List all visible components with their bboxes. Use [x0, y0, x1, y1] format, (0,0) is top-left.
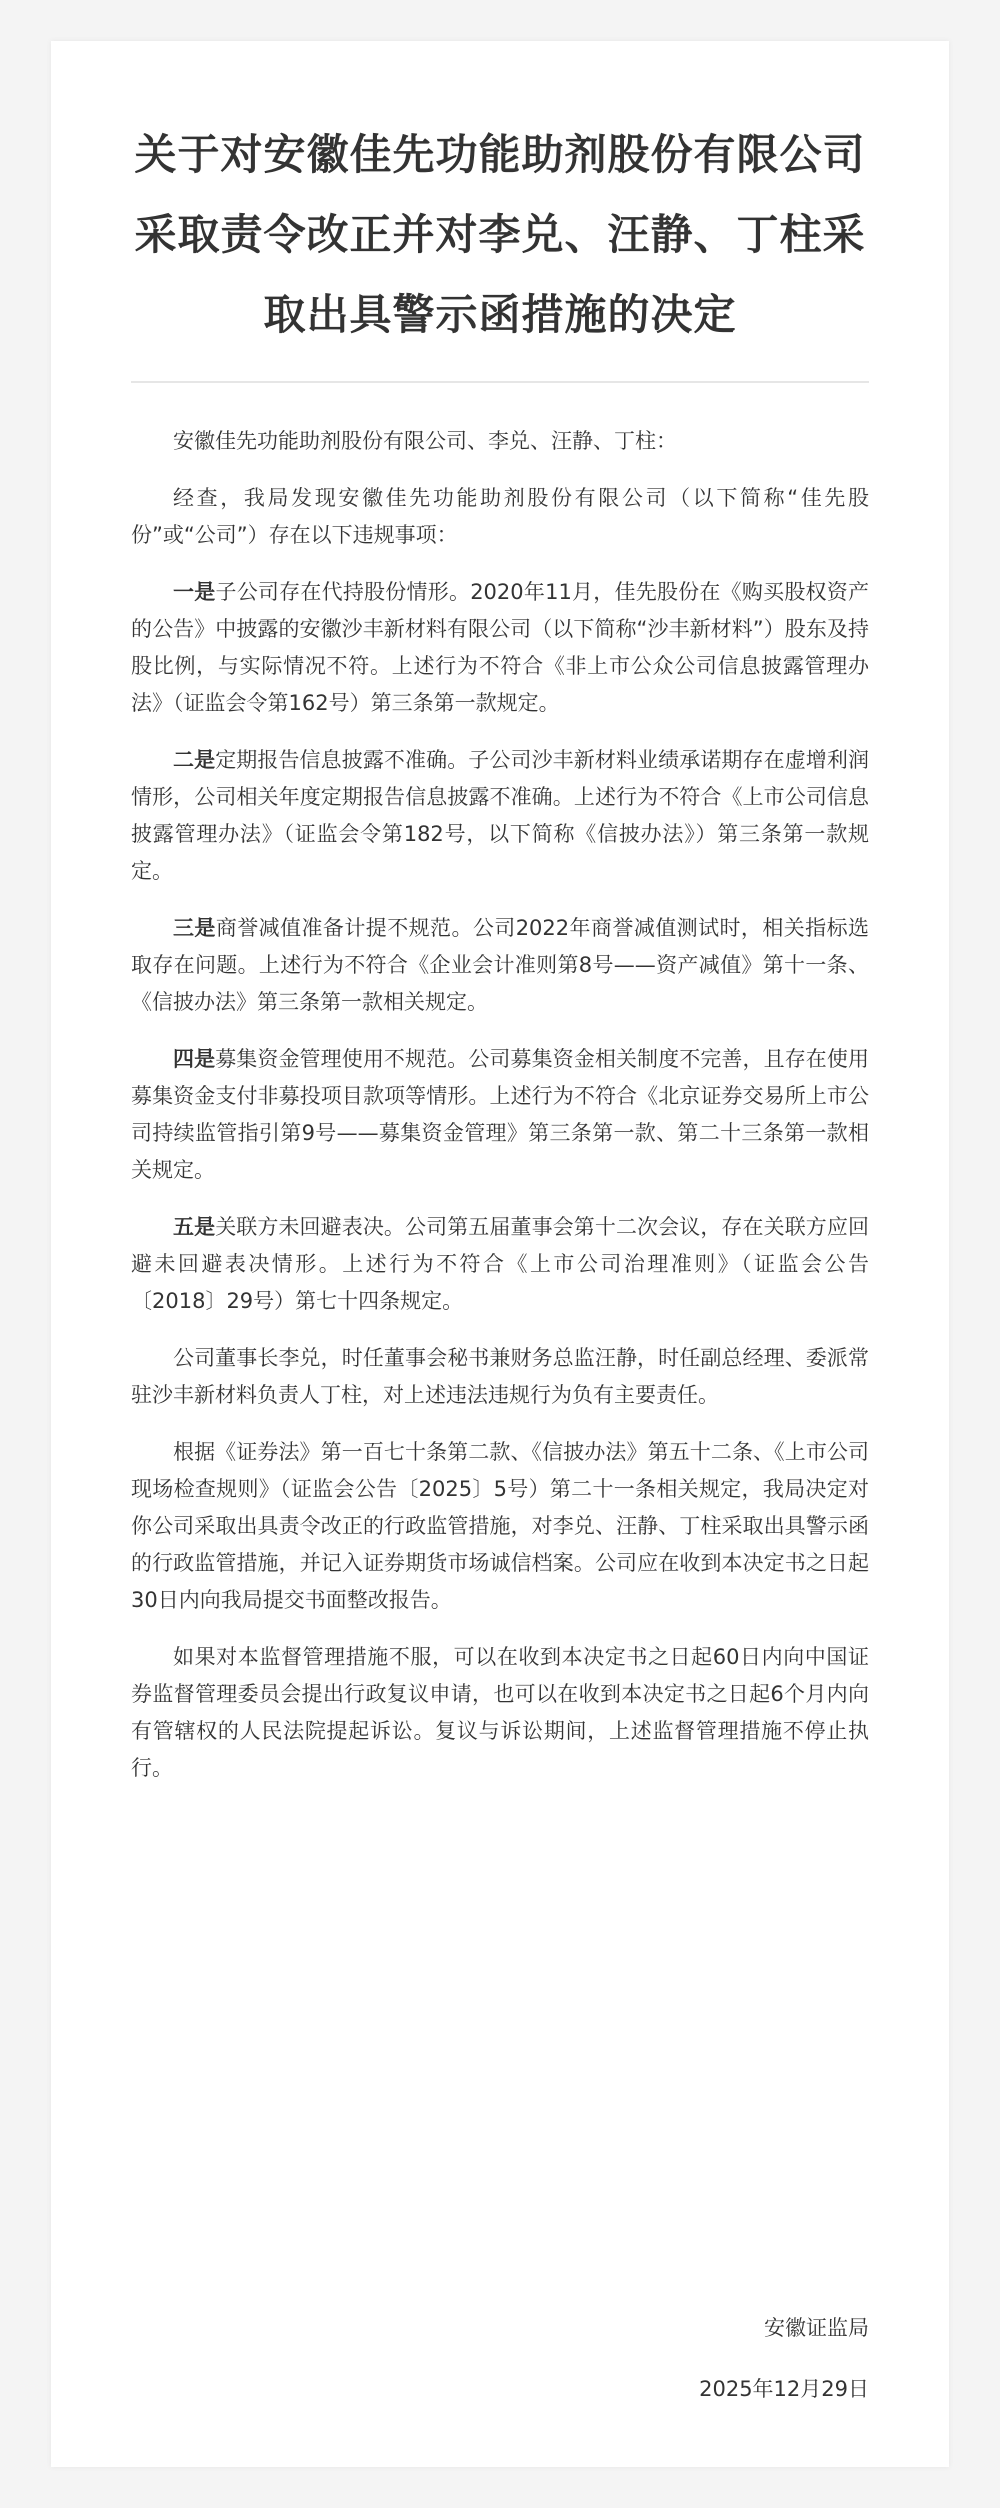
responsibility-paragraph: 公司董事长李兑，时任董事会秘书兼财务总监汪静，时任副总经理、委派常驻沙丰新材料负责人丁柱，对上述违法违规行为负有主要责任。 — [131, 1346, 869, 1407]
violation-item-3 — [131, 910, 869, 1021]
violation-text: 募集资金管理使用不规范。公司募集资金相关制度不完善，且存在使用募集资金支付非募投项目款项等情形。上述行为不符合《北京证券交易所上市公司持续监管指引第9号——募集资金管理》第三条第一款、第二十三条第一款相关规定。 — [131, 1047, 869, 1182]
violation-lead: 一是 — [173, 580, 216, 604]
violation-text: 商誉减值准备计提不规范。公司2022年商誉减值测试时，相关指标选取存在问题。上述行为不符合《企业会计准则第8号——资产减值》第十一条、《信披办法》第三条第一款相关规定。 — [131, 916, 869, 1014]
violation-text: 子公司存在代持股份情形。2020年11月，佳先股份在《购买股权资产的公告》中披露的安徽沙丰新材料有限公司（以下简称“沙丰新材料”）股东及持股比例，与实际情况不符。上述行为不符合《非上市公众公司信息披露管理办法》（证监会令第162号）第三条第一款规定。 — [131, 580, 870, 715]
violation-lead: 三是 — [173, 916, 216, 940]
violation-text: 关联方未回避表决。公司第五届董事会第十二次会议，存在关联方应回避未回避表决情形。上述行为不符合《上市公司治理准则》（证监会公告〔2018〕29号）第七十四条规定。 — [131, 1215, 869, 1313]
document-title: 关于对安徽佳先功能助剂股份有限公司采取责令改正并对李兑、汪静、丁柱采取出具警示函措施的决定 — [131, 41, 869, 383]
violation-lead: 五是 — [173, 1215, 216, 1239]
violation-item-1 — [131, 574, 869, 722]
violation-item-4 — [131, 1041, 869, 1189]
addressee: 安徽佳先功能助剂股份有限公司、李兑、汪静、丁柱： — [173, 429, 677, 453]
appeal-paragraph: 如果对本监督管理措施不服，可以在收到本决定书之日起60日内向中国证券监督管理委员会提出行政复议申请，也可以在收到本决定书之日起6个月内向有管辖权的人民法院提起诉讼。复议与诉讼期间，上述监督管理措施不停止执行。 — [131, 1645, 869, 1780]
document-card — [51, 41, 949, 2467]
intro-paragraph: 经查，我局发现安徽佳先功能助剂股份有限公司（以下简称“佳先股份”或“公司”）存在以下违规事项： — [131, 486, 869, 547]
violation-lead: 二是 — [173, 748, 216, 772]
signature-organization: 安徽证监局 — [764, 2316, 869, 2340]
document-body — [131, 383, 869, 1787]
violation-item-2 — [131, 742, 869, 890]
signature-date: 2025年12月29日 — [699, 2377, 869, 2401]
violation-lead: 四是 — [173, 1047, 216, 1071]
violation-item-5 — [131, 1209, 869, 1320]
decision-paragraph: 根据《证券法》第一百七十条第二款、《信披办法》第五十二条、《上市公司现场检查规则》（证监会公告〔2025〕5号）第二十一条相关规定，我局决定对你公司采取出具责令改正的行政监管措施，对李兑、汪静、丁柱采取出具警示函的行政监管措施，并记入证券期货市场诚信档案。公司应在收到本决定书之日起30日内向我局提交书面整改报告。 — [131, 1440, 869, 1612]
violation-text: 定期报告信息披露不准确。子公司沙丰新材料业绩承诺期存在虚增利润情形，公司相关年度定期报告信息披露不准确。上述行为不符合《上市公司信息披露管理办法》（证监会令第182号，以下简称《信披办法》）第三条第一款规定。 — [131, 748, 869, 883]
